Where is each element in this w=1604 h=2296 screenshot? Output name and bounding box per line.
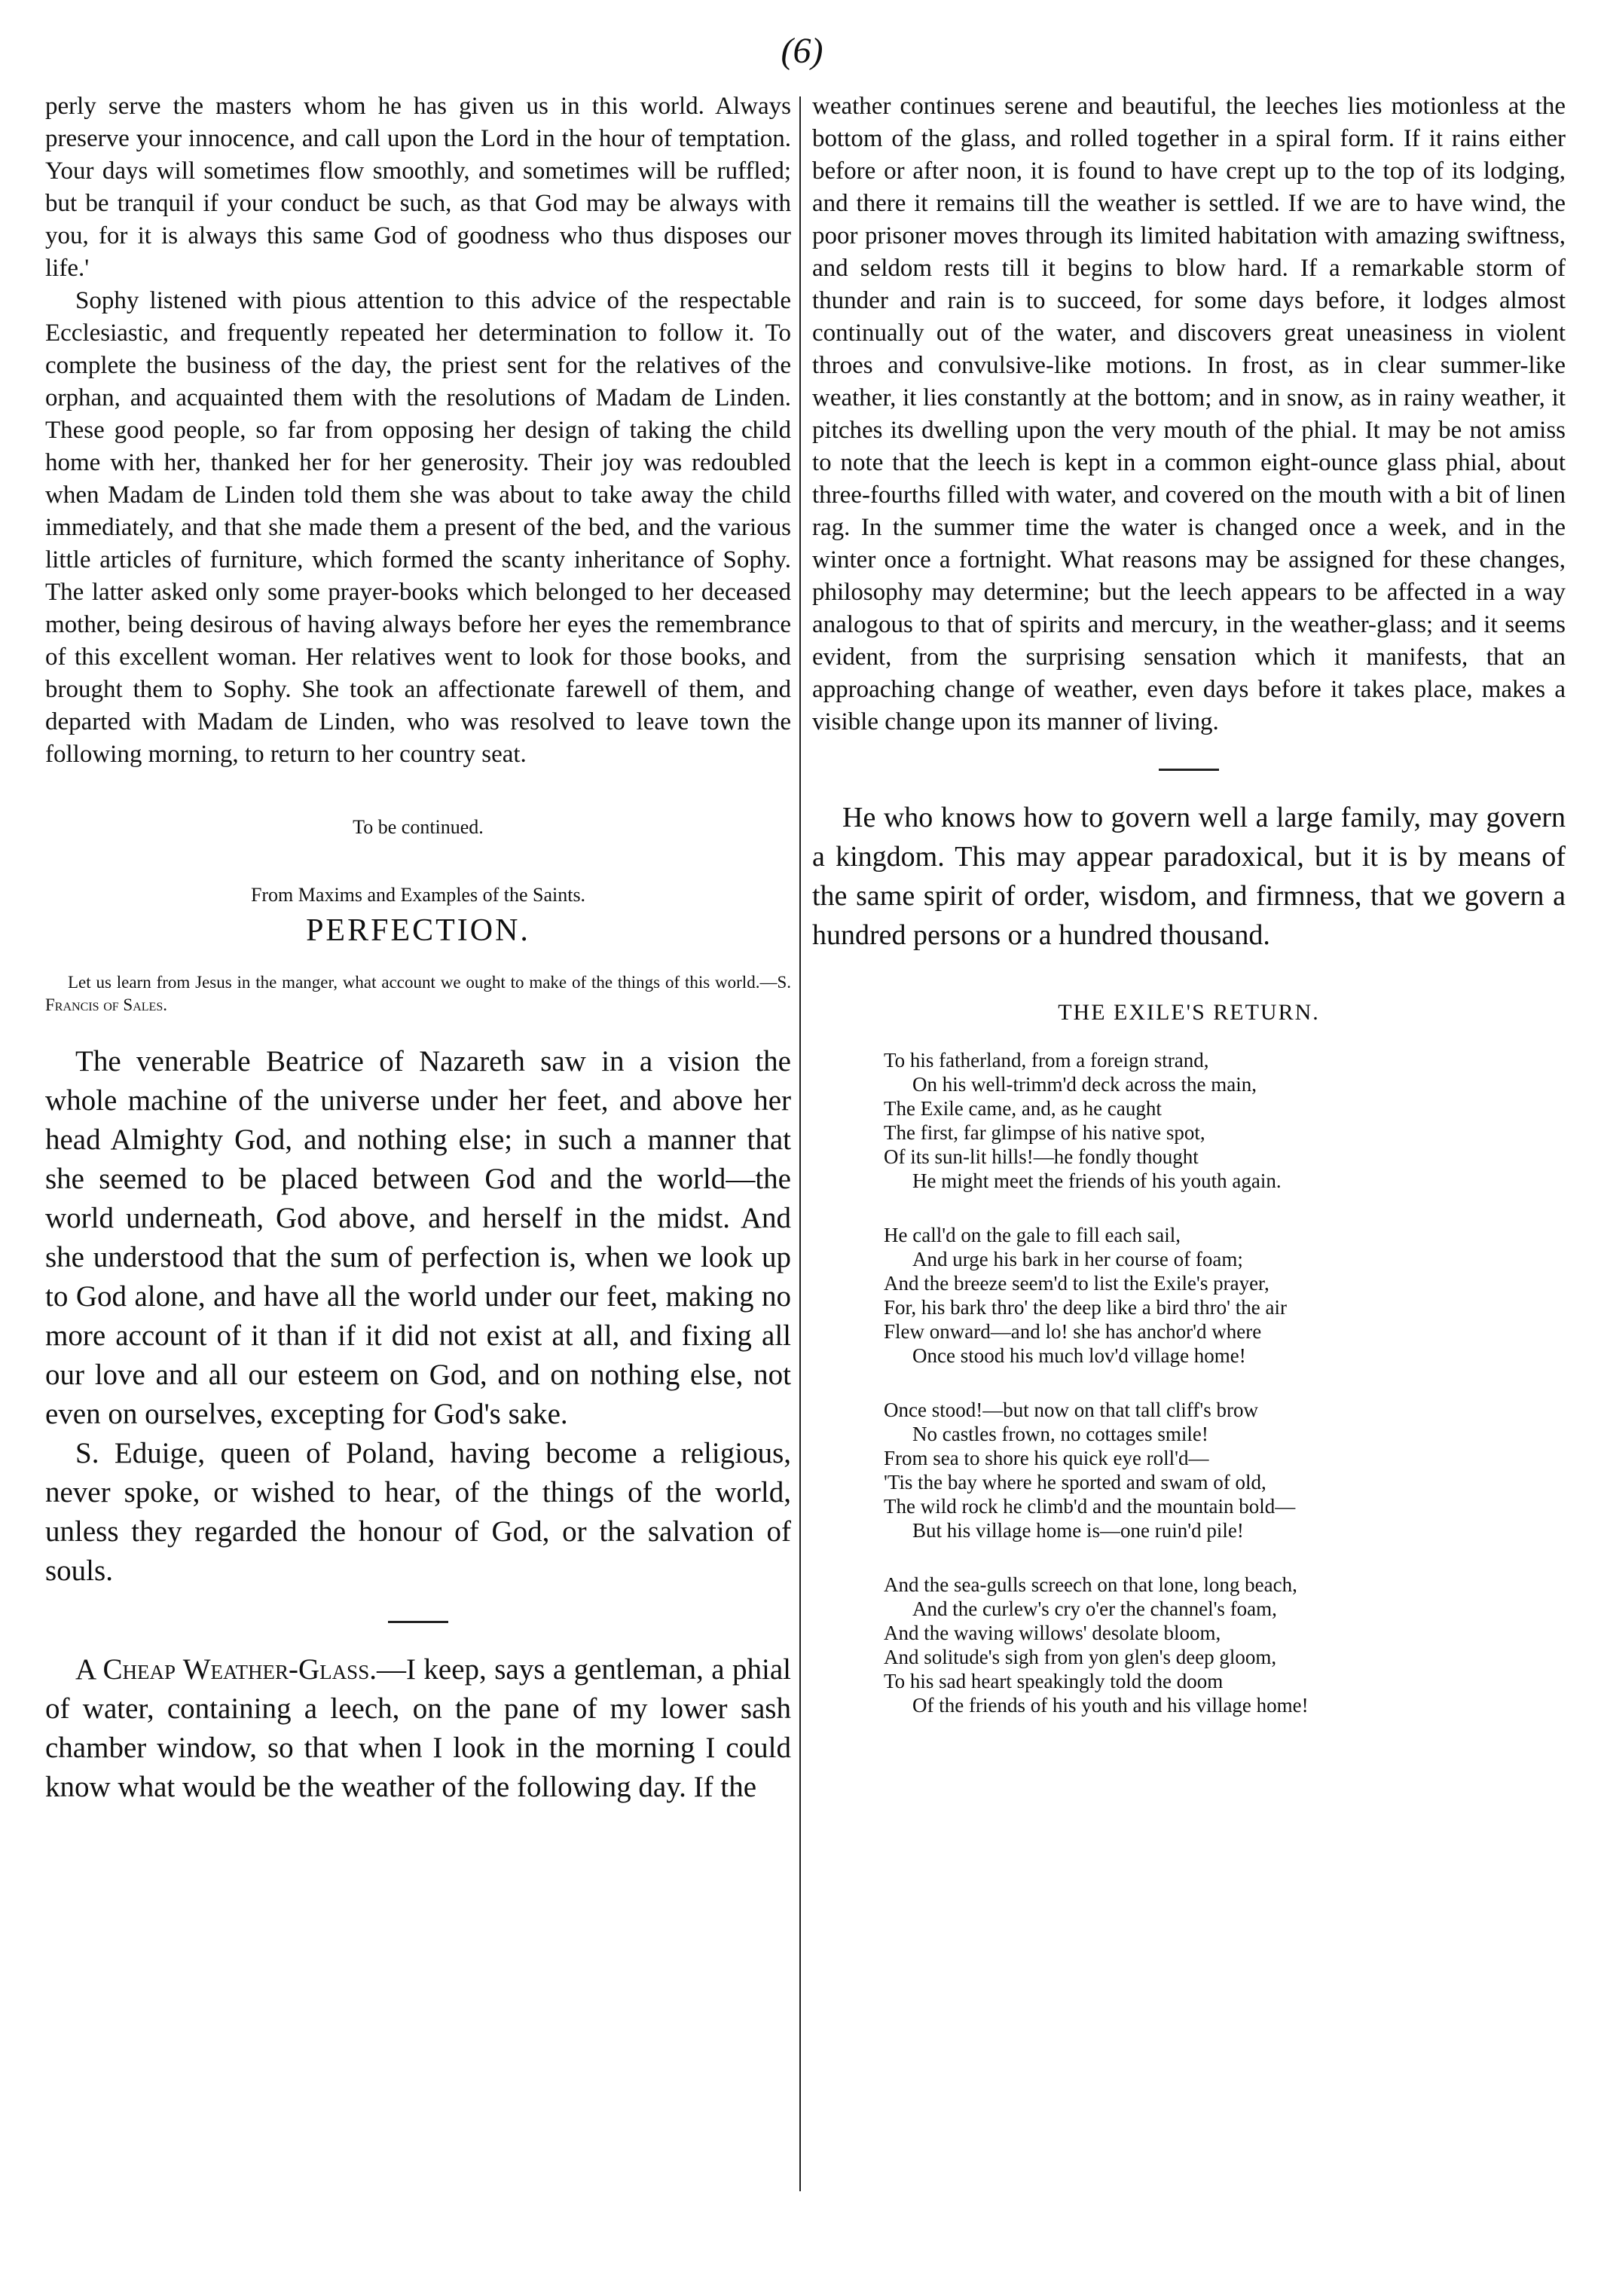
- maxim-paragraph: He who knows how to govern well a large family, may govern a kingdom. This may appear paradoxical, but it is by means of the same spirit of order, wisdom, and firmness, that we govern a hundred persons or a hundred thousand.: [812, 802, 1566, 951]
- source-line: From Maxims and Examples of the Saints.: [250, 884, 586, 906]
- poem-line: And the sea-gulls screech on that lone, long beach,: [884, 1573, 1297, 1596]
- poem-line: To his fatherland, from a foreign strand,: [884, 1049, 1209, 1072]
- poem-line: On his well-trimm'd deck across the main,: [912, 1073, 1257, 1096]
- paragraph: The venerable Beatrice of Nazareth saw in a vision the whole machine of the universe under her feet, and above her head Almighty God, and nothing else; in such a manner that she seemed to be placed between God and the world—the world underneath, God above, and herself in the midst. And she understood that the sum of perfection is, when we look up to God alone, and have all the world under our feet, making no more account of it than if it did not exist at all, and fixing all our love and all our esteem on God, and on nothing else, not even on ourselves, excepting for God's sake.: [45, 1045, 791, 1430]
- poem-line: Of the friends of his youth and his village home!: [912, 1694, 1309, 1717]
- column-divider: [799, 96, 801, 2191]
- section-title: PERFECTION.: [306, 913, 530, 948]
- poem-line: And the breeze seem'd to list the Exile's prayer,: [884, 1272, 1269, 1295]
- section-rule: [388, 1621, 448, 1623]
- poem-stanza: [812, 1048, 1566, 1193]
- poem-stanza: [812, 1398, 1566, 1542]
- poem-line: He might meet the friends of his youth again.: [912, 1169, 1282, 1192]
- left-column: [45, 90, 791, 1807]
- epigraph-attribution: S. Francis of Sales.: [45, 973, 791, 1014]
- poem-line: The Exile came, and, as he caught: [884, 1097, 1162, 1120]
- paragraph: perly serve the masters whom he has given us in this world. Always preserve your innocence, and call upon the Lord in the hour of temptation. Your days will sometimes flow smoothly, and sometimes will be ruffled; but be tranquil if your conduct be such, as that God may be always with you, for it is always this same God of goodness who thus disposes our life.': [45, 93, 791, 282]
- poem-line: The wild rock he climb'd and the mountain bold—: [884, 1495, 1296, 1518]
- poem-line: Once stood!—but now on that tall cliff's brow: [884, 1399, 1259, 1421]
- poem-line: And the waving willows' desolate bloom,: [884, 1622, 1221, 1644]
- weather-glass-paragraph: [45, 1650, 791, 1807]
- epigraph-text: Let us learn from Jesus in the manger, what account we ought to make of the things of this world.—: [68, 973, 778, 992]
- poem-title: THE EXILE'S RETURN.: [1058, 1000, 1320, 1025]
- poem-line: And solitude's sigh from yon glen's deep gloom,: [884, 1646, 1277, 1668]
- weather-glass-heading: A Cheap Weather-Glass.: [75, 1653, 377, 1686]
- poem-line: The first, far glimpse of his native spot,: [884, 1121, 1205, 1144]
- paragraph: S. Eduige, queen of Poland, having become a religious, never spoke, or wished to hear, of the things of the world, unless they regarded the honour of God, or the salvation of souls.: [45, 1437, 791, 1587]
- poem-stanza: [812, 1573, 1566, 1717]
- section-rule: [1159, 769, 1219, 771]
- poem-line: Flew onward—and lo! she has anchor'd where: [884, 1320, 1262, 1343]
- poem-stanza: [812, 1223, 1566, 1368]
- epigraph: [45, 971, 791, 1017]
- poem-line: For, his bark thro' the deep like a bird thro' the air: [884, 1296, 1288, 1319]
- right-column: [812, 90, 1566, 1747]
- poem-line: And urge his bark in her course of foam;: [912, 1248, 1243, 1270]
- poem-line: No castles frown, no cottages smile!: [912, 1423, 1208, 1445]
- paragraph: weather continues serene and beautiful, the leeches lies motionless at the bottom of the glass, and rolled together in a spiral form. If it rains either before or after noon, it is found to have crept up to the top of its lodging, and there it remains till the weather is settled. If we are to have wind, the poor prisoner moves through its limited habitation with amazing swiftness, and seldom rests till it begins to blow hard. If a remarkable storm of thunder and rain is to succeed, for some days before, it lodges almost continually out of the water, and discovers great uneasiness in violent throes and convulsive-like motions. In frost, as in clear summer-like weather, it lies constantly at the bottom; and in snow, as in rainy weather, it pitches its dwelling upon the very mouth of the phial. It may be not amiss to note that the leech is kept in a common eight-ounce glass phial, about three-fourths filled with water, and covered on the mouth with a bit of linen rag. In the summer time the water is changed once a week, and in the winter once a fortnight. What reasons may be assigned for these changes, philosophy may determine; but the leech appears to be affected in a way analogous to that of spirits and mercury, in the weather-glass; and it seems evident, from the surprising sensation which it manifests, that an approaching change of weather, even days before it takes place, makes a visible change upon its manner of living.: [812, 93, 1566, 735]
- poem-line: From sea to shore his quick eye roll'd—: [884, 1447, 1209, 1469]
- poem-line: He call'd on the gale to fill each sail,: [884, 1224, 1181, 1246]
- poem-line: And the curlew's cry o'er the channel's foam,: [912, 1597, 1277, 1620]
- weather-glass-text: —I keep, says a gentleman, a phial of water, containing a leech, on the pane of my lower sash chamber window, so that when I look in the morning I could know what would be the weather of the following day. If the: [45, 1653, 791, 1803]
- poem-line: Of its sun-lit hills!—he fondly thought: [884, 1145, 1199, 1168]
- to-be-continued: To be continued.: [353, 816, 484, 838]
- paragraph: Sophy listened with pious attention to this advice of the respectable Ecclesiastic, and frequently repeated her determination to follow it. To complete the business of the day, the priest sent for the relatives of the orphan, and acquainted them with the resolutions of Madam de Linden. These good people, so far from opposing her design of taking the child home with her, thanked her for her generosity. Their joy was redoubled when Madam de Linden told them she was about to take away the child immediately, and that she made them a present of the bed, and the various little articles of furniture, which formed the scanty inheritance of Sophy. The latter asked only some prayer-books which belonged to her deceased mother, being desirous of having always before her eyes the remembrance of this excellent woman. Her relatives went to look for those books, and brought them to Sophy. She took an affectionate farewell of them, and departed with Madam de Linden, who was resolved to leave town the following morning, to return to her country seat.: [45, 287, 791, 768]
- poem-line: 'Tis the bay where he sported and swam of old,: [884, 1471, 1266, 1493]
- poem-line: But his village home is—one ruin'd pile!: [912, 1519, 1244, 1542]
- poem-line: Once stood his much lov'd village home!: [912, 1344, 1246, 1367]
- poem-line: To his sad heart speakingly told the doom: [884, 1670, 1224, 1692]
- page-number: (6): [781, 31, 823, 71]
